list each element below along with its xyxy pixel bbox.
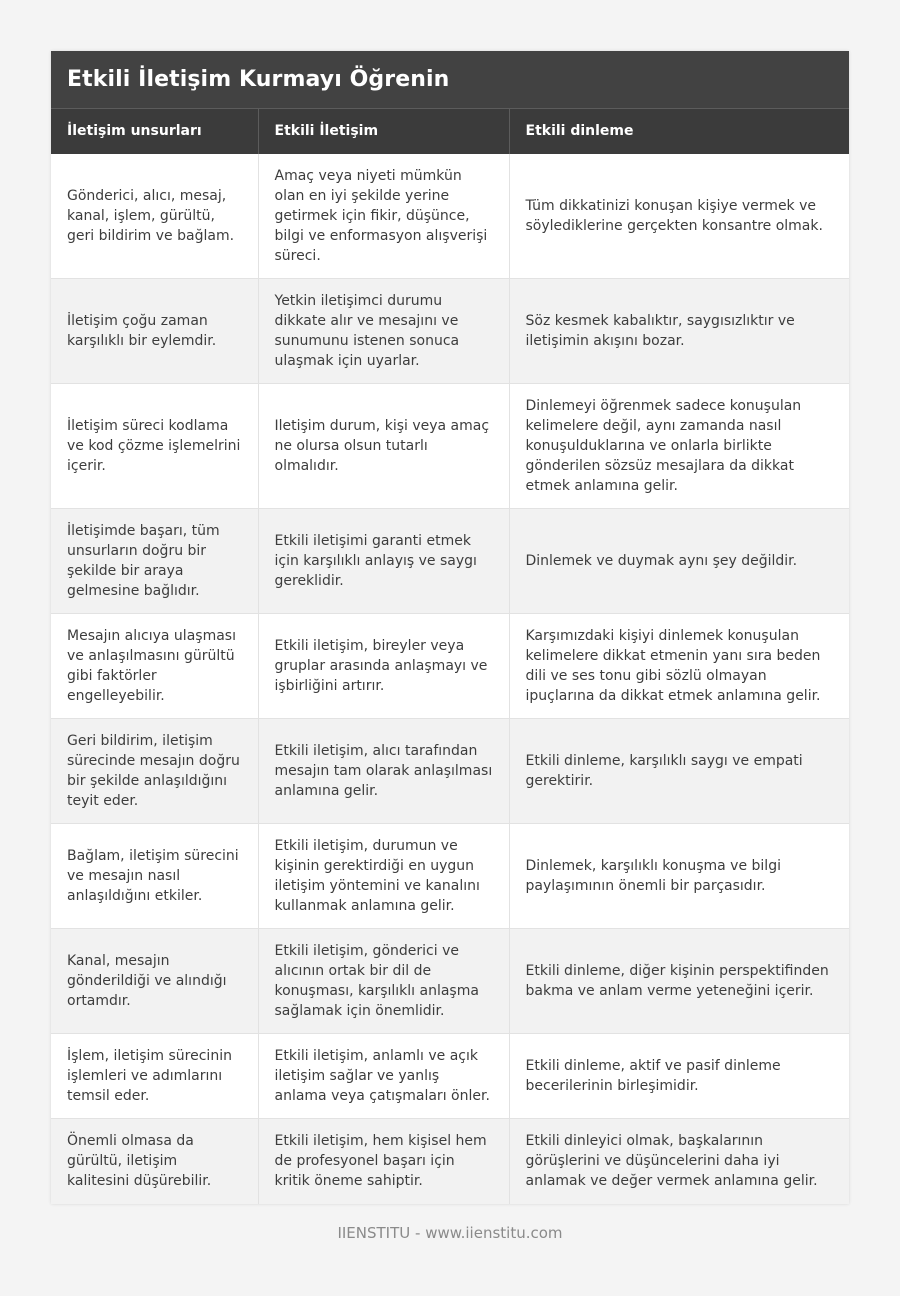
table-row (51, 1119, 849, 1204)
table-cell: İletişimde başarı, tüm unsurların doğru bir şekilde bir araya gelmesine bağlıdır. (51, 509, 258, 614)
table-row (51, 929, 849, 1034)
table-row (51, 154, 849, 279)
table-cell: Etkili iletişimi garanti etmek için karşılıklı anlayış ve saygı gereklidir. (258, 509, 509, 614)
table-cell: Bağlam, iletişim sürecini ve mesajın nasıl anlaşıldığını etkiler. (51, 824, 258, 929)
table-row (51, 509, 849, 614)
table-cell: Geri bildirim, iletişim sürecinde mesajın doğru bir şekilde anlaşıldığını teyit eder. (51, 719, 258, 824)
table-row (51, 614, 849, 719)
table-cell: Etkili iletişim, anlamlı ve açık iletişim sağlar ve yanlış anlama veya çatışmaları önler. (258, 1034, 509, 1119)
table-row (51, 824, 849, 929)
column-header: İletişim unsurları (51, 109, 258, 154)
table-cell: Kanal, mesajın gönderildiği ve alındığı ortamdır. (51, 929, 258, 1034)
table-cell: Iletişim durum, kişi veya amaç ne olursa olsun tutarlı olmalıdır. (258, 384, 509, 509)
table-cell: Etkili dinleyici olmak, başkalarının görüşlerini ve düşüncelerini daha iyi anlamak ve değer vermek anlamına gelir. (509, 1119, 849, 1204)
table-row (51, 279, 849, 384)
table-cell: Gönderici, alıcı, mesaj, kanal, işlem, gürültü, geri bildirim ve bağlam. (51, 154, 258, 279)
column-header: Etkili dinleme (509, 109, 849, 154)
table-header-row (51, 109, 849, 154)
table-cell: Söz kesmek kabalıktır, saygısızlıktır ve iletişimin akışını bozar. (509, 279, 849, 384)
table-cell: Etkili iletişim, alıcı tarafından mesajın tam olarak anlaşılması anlamına gelir. (258, 719, 509, 824)
table-cell: Etkili iletişim, bireyler veya gruplar arasında anlaşmayı ve işbirliğini artırır. (258, 614, 509, 719)
table-row (51, 1034, 849, 1119)
table-row (51, 384, 849, 509)
table-cell: Etkili dinleme, karşılıklı saygı ve empati gerektirir. (509, 719, 849, 824)
table-cell: Dinlemek, karşılıklı konuşma ve bilgi paylaşımının önemli bir parçasıdır. (509, 824, 849, 929)
table-cell: Tüm dikkatinizi konuşan kişiye vermek ve söylediklerine gerçekten konsantre olmak. (509, 154, 849, 279)
table-cell: Amaç veya niyeti mümkün olan en iyi şekilde yerine getirmek için fikir, düşünce, bilgi ve enformasyon alışverişi süreci. (258, 154, 509, 279)
content-card (51, 51, 849, 1204)
table-cell: Yetkin iletişimci durumu dikkate alır ve mesajını ve sunumunu istenen sonuca ulaşmak için uyarlar. (258, 279, 509, 384)
table-cell: Dinlemek ve duymak aynı şey değildir. (509, 509, 849, 614)
table-cell: Karşımızdaki kişiyi dinlemek konuşulan kelimelere dikkat etmenin yanı sıra beden dili ve ses tonu gibi sözlü olmayan ipuçlarına da dikkat etmek anlamına gelir. (509, 614, 849, 719)
table-row (51, 719, 849, 824)
table-cell: Etkili iletişim, hem kişisel hem de profesyonel başarı için kritik öneme sahiptir. (258, 1119, 509, 1204)
table-cell: Etkili dinleme, diğer kişinin perspektifinden bakma ve anlam verme yeteneğini içerir. (509, 929, 849, 1034)
comparison-table (51, 108, 849, 1204)
title-bar (51, 51, 849, 108)
table-cell: Önemli olmasa da gürültü, iletişim kalitesini düşürebilir. (51, 1119, 258, 1204)
table-cell: İşlem, iletişim sürecinin işlemleri ve adımlarını temsil eder. (51, 1034, 258, 1119)
page-title: Etkili İletişim Kurmayı Öğrenin (67, 67, 450, 92)
table-cell: Etkili dinleme, aktif ve pasif dinleme becerilerinin birleşimidir. (509, 1034, 849, 1119)
column-header: Etkili İletişim (258, 109, 509, 154)
footer-credit: IIENSTITU - www.iienstitu.com (337, 1224, 563, 1242)
table-cell: Etkili iletişim, durumun ve kişinin gerektirdiği en uygun iletişim yöntemini ve kanalını kullanmak anlamına gelir. (258, 824, 509, 929)
table-cell: Dinlemeyi öğrenmek sadece konuşulan kelimelere değil, aynı zamanda nasıl konuşulduklarına ve onlarla birlikte gönderilen sözsüz mesajlara da dikkat etmek anlamına gelir. (509, 384, 849, 509)
table-cell: İletişim çoğu zaman karşılıklı bir eylemdir. (51, 279, 258, 384)
table-cell: Mesajın alıcıya ulaşması ve anlaşılmasını gürültü gibi faktörler engelleyebilir. (51, 614, 258, 719)
table-body (51, 154, 849, 1204)
table-cell: İletişim süreci kodlama ve kod çözme işlemelrini içerir. (51, 384, 258, 509)
table-cell: Etkili iletişim, gönderici ve alıcının ortak bir dil de konuşması, karşılıklı anlaşma sağlamak için önemlidir. (258, 929, 509, 1034)
